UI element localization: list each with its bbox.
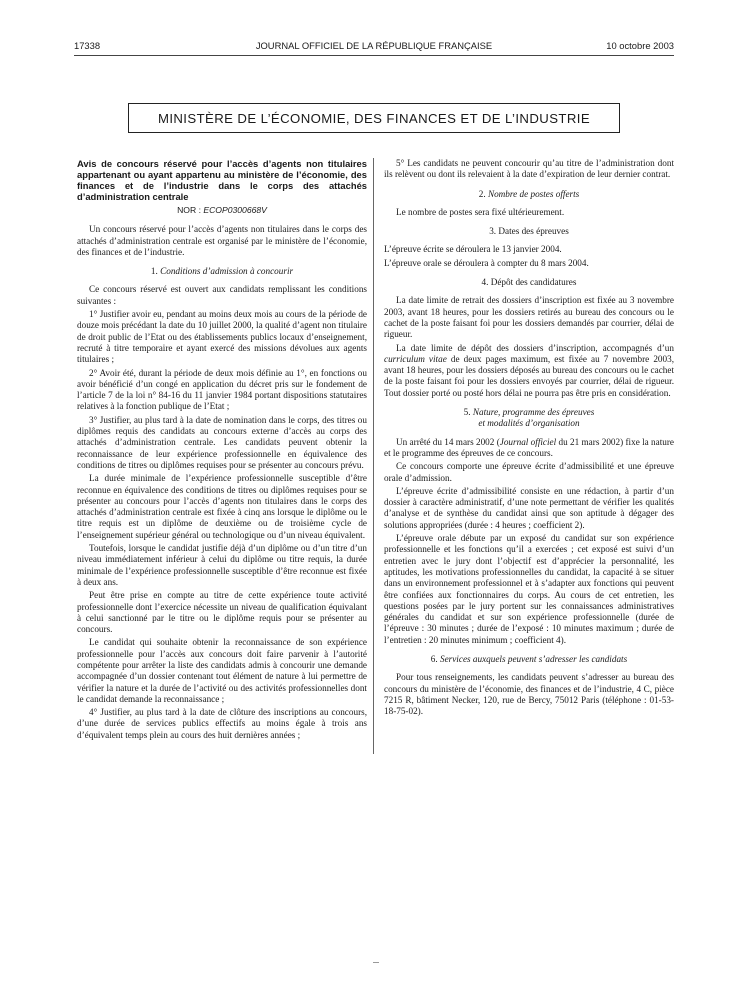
header-rule — [74, 55, 674, 56]
intro-paragraph: Un concours réservé pour l’accès d’agents non titulaires dans le corps des attachés d’administration centrale est organisé par le ministère de l’économie, des finances et de l’industrie. — [77, 224, 367, 257]
text-run: Un arrêté du 14 mars 2002 ( — [396, 436, 500, 447]
paragraph: L’épreuve orale se déroulera à compter du 8 mars 2004. — [384, 257, 589, 268]
footer-mark — [373, 962, 379, 963]
paragraph: 4° Justifier, au plus tard à la date de clôture des inscriptions au concours, d’une durée de services publics effectifs au moins égale à trois ans d’équivalent temps plein au cours des huit dernières années ; — [77, 707, 367, 740]
section-5-title-line-1: Nature, programme des épreuves — [472, 407, 595, 418]
page-header — [74, 40, 674, 56]
nor-code: ECOP0300668V — [203, 205, 267, 215]
paragraph: L’épreuve écrite d’admissibilité consiste en une rédaction, à partir d’un dossier à caractère administratif, d’une note permettant de vérifier les qualités d’analyse et de synthèse du candidat ainsi que son aptitude à dégager des solutions appropriées (durée : 4 heures ; coefficient 2). — [384, 485, 674, 530]
avis-title: Avis de concours réservé pour l’accès d’agents non titulaires appartenant ou ayant appartenu au ministère de l’économie, des finances et de l’industrie dans le corps des attachés d’administration centrale — [77, 158, 367, 202]
section-1-number: 1. — [150, 266, 158, 277]
paragraph: L’épreuve écrite se déroulera le 13 janvier 2004. — [384, 244, 562, 255]
paragraph: 3° Justifier, au plus tard à la date de nomination dans le corps, des titres ou diplômes requis des candidats au concours externe d’accès au corps des attachés d’administration centrale. Les candidats peuvent obtenir la reconnaissance de leur expérience professionnelle en équivalence des conditions de titres ou diplômes requises pour se présenter au concours prévu. — [77, 414, 367, 470]
emphasis: curriculum vitae — [384, 353, 447, 364]
section-6-title: Services auxquels peuvent s’adresser les candidats — [439, 653, 628, 664]
paragraph: Ce concours réservé est ouvert aux candidats remplissant les conditions suivantes : — [77, 284, 367, 306]
text-run: de deux pages maximum, est fixée au 7 novembre 2003, avant 18 heures, pour les dossiers déposés au bureau des concours ou le cachet de la poste faisant foi pour les dossiers envoyés par courrier, délai de rigueur. Tout dossier porté ou posté hors délai ne pourra pas être pris en considération. — [384, 353, 675, 398]
paragraph: 1° Justifier avoir eu, pendant au moins deux mois au cours de la période de douze mois précédant la date du 10 juillet 2000, la qualité d’agent non titulaire de droit public de l’Etat ou des établissements publics locaux d’enseignement, recruté à titre temporaire et ayant exercé des missions dévolues aux agents titulaires ; — [77, 309, 367, 365]
paragraph: Peut être prise en compte au titre de cette expérience toute activité professionnelle dont l’exercice nécessite un niveau de qualification équivalant à celui sanctionné par le titre ou le diplôme requis pour se présenter au concours. — [77, 590, 367, 635]
section-5-title-line-2: et modalités d’organisation — [478, 418, 580, 429]
text-run: La date limite de dépôt des dossiers d’inscription, accompagnés d’un — [396, 342, 674, 353]
paragraph — [384, 343, 674, 399]
section-5-heading — [384, 407, 674, 430]
paragraph: Pour tous renseignements, les candidats peuvent s’adresser au bureau des concours du ministère de l’économie, des finances et de l’industrie, 4 C, pièce 7215 R, bâtiment Necker, 120, rue de Bercy, 75012 Paris (téléphone : 01-53-18-75-02). — [384, 672, 674, 717]
nor-label: NOR : — [177, 205, 201, 215]
section-2-heading — [384, 189, 674, 200]
section-2-number: 2. — [478, 188, 486, 199]
paragraph: Toutefois, lorsque le candidat justifie déjà d’un diplôme ou d’un titre d’un niveau immédiatement inférieur à celui du diplôme ou titre requis, la durée minimale de l’expérience professionnelle susceptible d’être reconnue est fixée à deux ans. — [77, 543, 367, 587]
right-column — [384, 158, 674, 719]
paragraph: Le nombre de postes sera fixé ultérieurement. — [396, 206, 565, 217]
issue-date: 10 octobre 2003 — [606, 40, 674, 51]
paragraph: 5° Les candidats ne peuvent concourir qu’au titre de l’administration dont ils relèvent ou dont ils relevaient à la date d’expiration de leur dernier contrat. — [384, 158, 674, 180]
paragraph: Le candidat qui souhaite obtenir la reconnaissance de son expérience professionnelle pour l’accès aux concours doit faire parvenir à l’autorité compétente pour arrêter la liste des candidats admis à concourir une demande accompagnée d’un dossier contenant tout élément de nature à lui permettre de vérifier la nature et la durée de l’activité ou des activités professionnelles dont le candidat demande la reconnaissance ; — [77, 637, 367, 704]
paragraph — [384, 437, 674, 460]
text-run: du 21 mars 2002) fixe la nature et le programme des épreuves de ce concours. — [384, 436, 675, 458]
section-1-heading — [77, 266, 367, 277]
section-2-title: Nombre de postes offerts — [487, 188, 580, 199]
page-number: 17338 — [74, 40, 101, 51]
section-3-heading: 3. Dates des épreuves — [489, 226, 569, 237]
emphasis: Journal officiel — [499, 436, 557, 447]
section-5-number: 5. — [463, 407, 471, 418]
section-1-title: Conditions d’admission à concourir — [160, 266, 294, 277]
section-4-heading: 4. Dépôt des candidatures — [481, 277, 577, 288]
section-6-heading — [384, 654, 674, 665]
nor-reference — [77, 205, 367, 216]
paragraph: Ce concours comporte une épreuve écrite d’admissibilité et une épreuve orale d’admission. — [384, 461, 674, 483]
paragraph: 2° Avoir été, durant la période de deux mois définie au 1°, en fonctions ou avoir bénéficié d’un congé en application du décret pris sur le fondement de l’article 7 de la loi n° 84-16 du 11 janvier 1984 portant dispositions statutaires relatives à la fonction publique de l’Etat ; — [77, 367, 367, 412]
journal-title: JOURNAL OFFICIEL DE LA RÉPUBLIQUE FRANÇAISE — [255, 40, 493, 51]
paragraph: La durée minimale de l’expérience professionnelle susceptible d’être reconnue en équivalence des conditions de titres ou diplômes requises pour se présenter au concours pour l’accès d’agents non titulaires dans le corps des attachés d’administration centrale est fixée à cinq ans lorsque le diplôme ou le titre requis est un diplôme de deuxième ou de troisième cycle de l’enseignement supérieur général ou technologique ou d’un niveau équivalent. — [77, 473, 367, 540]
section-6-number: 6. — [430, 653, 438, 664]
left-column — [77, 158, 367, 743]
paragraph: L’épreuve orale débute par un exposé du candidat sur son expérience professionnelle et les fonctions qu’il a exercées ; cet exposé est suivi d’un entretien avec le jury dont l’objectif est d’apprécier la personnalité, les aptitudes, les motivations professionnelles du candidat, la capacité à se situer dans un environnement professionnel et à s’adapter aux fonctions qui peuvent être confiées aux fonctionnaires du corps. Au cours de cet entretien, les questions posées par le jury portent sur les connaissances administratives générales du candidat et sur son expérience professionnelle (durée de l’épreuve : 30 minutes ; durée de l’exposé : 10 minutes maximum ; durée de l’entretien : 20 minutes minimum ; coefficient 4). — [384, 533, 674, 645]
column-divider — [373, 158, 374, 754]
paragraph: La date limite de retrait des dossiers d’inscription est fixée au 3 novembre 2003, avant 18 heures, pour les dossiers retirés au bureau des concours ou le cachet de la poste faisant foi pour les dossiers demandés par courrier, délai de rigueur. — [384, 295, 674, 340]
ministry-title: MINISTÈRE DE L’ÉCONOMIE, DES FINANCES ET DE L’INDUSTRIE — [128, 103, 620, 133]
